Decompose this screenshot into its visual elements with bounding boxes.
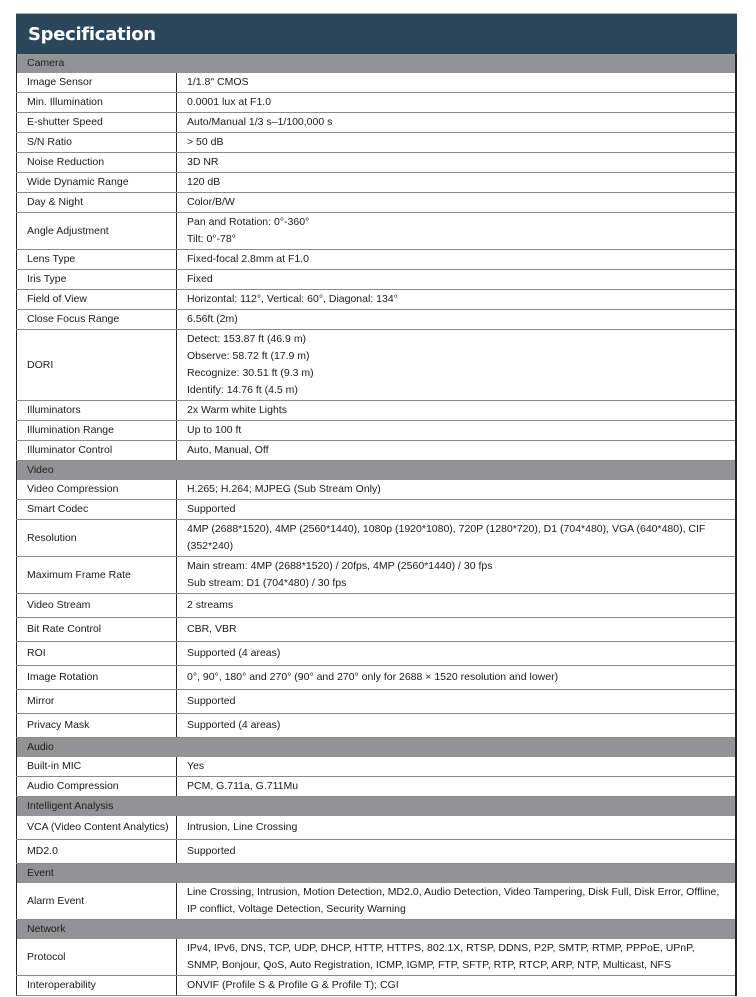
spec-value-line: CBR, VBR xyxy=(187,623,237,635)
spec-row xyxy=(17,500,737,520)
spec-value xyxy=(177,757,737,777)
spec-row xyxy=(17,113,737,133)
spec-label: E-shutter Speed xyxy=(17,113,177,133)
section-title: Intelligent Analysis xyxy=(17,797,737,817)
spec-value xyxy=(177,883,737,920)
spec-row xyxy=(17,480,737,500)
spec-value xyxy=(177,310,737,330)
spec-row xyxy=(17,757,737,777)
spec-value xyxy=(177,193,737,213)
spec-row xyxy=(17,714,737,738)
spec-value xyxy=(177,594,737,618)
spec-value xyxy=(177,213,737,250)
spec-value-line: Tilt: 0°-78° xyxy=(187,233,236,245)
spec-value xyxy=(177,93,737,113)
spec-value xyxy=(177,557,737,594)
spec-value-line: ONVIF (Profile S & Profile G & Profile T); CGI xyxy=(187,979,399,991)
spec-value xyxy=(177,153,737,173)
section-title: Event xyxy=(17,864,737,884)
spec-value-line: 1/1.8" CMOS xyxy=(187,76,249,88)
spec-value xyxy=(177,642,737,666)
spec-value-line: Color/B/W xyxy=(187,196,235,208)
spec-label: Min. Illumination xyxy=(17,93,177,113)
spec-value-line: Supported (4 areas) xyxy=(187,647,281,659)
spec-value-line: Horizontal: 112°, Vertical: 60°, Diagonal: 134° xyxy=(187,293,398,305)
spec-row xyxy=(17,193,737,213)
spec-label: Audio Compression xyxy=(17,777,177,797)
spec-value-line: PCM, G.711a, G.711Mu xyxy=(187,780,299,792)
spec-label: Field of View xyxy=(17,290,177,310)
spec-row xyxy=(17,690,737,714)
spec-label: Angle Adjustment xyxy=(17,213,177,250)
spec-value-line: IPv4, IPv6, DNS, TCP, UDP, DHCP, HTTP, HTTPS, 802.1X, RTSP, DDNS, P2P, SMTP, RTMP, PPPoE, UPnP, SNMP, Bonjour, QoS, Auto Registration, ICMP, IGMP, FTP, SFTP, RTP, RTCP, ARP, NTP, Multicast, NFS xyxy=(187,942,695,971)
spec-value-line: 2 streams xyxy=(187,599,234,611)
spec-row xyxy=(17,93,737,113)
spec-value-line: Main stream: 4MP (2688*1520) / 20fps, 4MP (2560*1440) / 30 fps xyxy=(187,560,493,572)
spec-value-line: 6.56ft (2m) xyxy=(187,313,238,325)
spec-row xyxy=(17,173,737,193)
spec-row xyxy=(17,840,737,864)
spec-label: Alarm Event xyxy=(17,883,177,920)
spec-value xyxy=(177,777,737,797)
spec-label: Noise Reduction xyxy=(17,153,177,173)
spec-row xyxy=(17,883,737,920)
spec-row xyxy=(17,290,737,310)
section-title: Camera xyxy=(17,54,737,73)
spec-table xyxy=(16,54,737,996)
spec-value-line: H.265; H.264; MJPEG (Sub Stream Only) xyxy=(187,483,381,495)
spec-value xyxy=(177,401,737,421)
spec-label: Close Focus Range xyxy=(17,310,177,330)
spec-label: Mirror xyxy=(17,690,177,714)
spec-value xyxy=(177,714,737,738)
spec-value-line: Auto, Manual, Off xyxy=(187,444,269,456)
spec-value-line: Recognize: 30.51 ft (9.3 m) xyxy=(187,367,314,379)
spec-value xyxy=(177,73,737,93)
spec-value-line: Yes xyxy=(187,760,205,772)
spec-value-line: 120 dB xyxy=(187,176,221,188)
spec-row xyxy=(17,213,737,250)
spec-row xyxy=(17,976,737,996)
spec-value xyxy=(177,270,737,290)
spec-label: Image Rotation xyxy=(17,666,177,690)
section-header-camera xyxy=(17,54,737,73)
spec-value xyxy=(177,113,737,133)
spec-value-line: Auto/Manual 1/3 s–1/100,000 s xyxy=(187,116,333,128)
spec-row xyxy=(17,401,737,421)
spec-row xyxy=(17,133,737,153)
spec-label: Video Compression xyxy=(17,480,177,500)
spec-value xyxy=(177,939,737,976)
spec-value-line: 0°, 90°, 180° and 270° (90° and 270° only for 2688 × 1520 resolution and lower) xyxy=(187,671,559,683)
spec-row xyxy=(17,330,737,401)
spec-label: Privacy Mask xyxy=(17,714,177,738)
spec-value-line: Observe: 58.72 ft (17.9 m) xyxy=(187,350,310,362)
section-header-event xyxy=(17,864,737,884)
spec-value-line: 0.0001 lux at F1.0 xyxy=(187,96,272,108)
spec-value xyxy=(177,840,737,864)
section-header-audio xyxy=(17,738,737,758)
spec-value xyxy=(177,250,737,270)
spec-label: Wide Dynamic Range xyxy=(17,173,177,193)
spec-value xyxy=(177,520,737,557)
spec-label: VCA (Video Content Analytics) xyxy=(17,816,177,840)
spec-label: Smart Codec xyxy=(17,500,177,520)
spec-value-line: Supported (4 areas) xyxy=(187,719,281,731)
spec-value-line: Pan and Rotation: 0°-360° xyxy=(187,216,310,228)
spec-value xyxy=(177,976,737,996)
spec-value xyxy=(177,816,737,840)
spec-row xyxy=(17,421,737,441)
spec-value-line: Detect: 153.87 ft (46.9 m) xyxy=(187,333,307,345)
spec-row xyxy=(17,270,737,290)
section-title: Audio xyxy=(17,738,737,758)
spec-row xyxy=(17,557,737,594)
page-title: Specification xyxy=(28,23,156,45)
spec-value-line: Sub stream: D1 (704*480) / 30 fps xyxy=(187,577,347,589)
spec-row xyxy=(17,520,737,557)
spec-value-line: Supported xyxy=(187,845,236,857)
spec-label: Illuminator Control xyxy=(17,441,177,461)
spec-row xyxy=(17,310,737,330)
spec-label: Illumination Range xyxy=(17,421,177,441)
spec-row xyxy=(17,642,737,666)
spec-label: Video Stream xyxy=(17,594,177,618)
section-title: Network xyxy=(17,920,737,940)
section-header-network xyxy=(17,920,737,940)
spec-value xyxy=(177,330,737,401)
spec-label: Built-in MIC xyxy=(17,757,177,777)
spec-label: Maximum Frame Rate xyxy=(17,557,177,594)
spec-row xyxy=(17,594,737,618)
spec-value xyxy=(177,290,737,310)
section-title: Video xyxy=(17,461,737,481)
spec-row xyxy=(17,816,737,840)
spec-label: Protocol xyxy=(17,939,177,976)
spec-value-line: Identify: 14.76 ft (4.5 m) xyxy=(187,384,298,396)
spec-row xyxy=(17,666,737,690)
spec-row xyxy=(17,153,737,173)
spec-value-line: 2x Warm white Lights xyxy=(187,404,287,416)
spec-label: Illuminators xyxy=(17,401,177,421)
spec-value xyxy=(177,421,737,441)
spec-value-line: Supported xyxy=(187,503,236,515)
spec-label: Lens Type xyxy=(17,250,177,270)
spec-value-line: Intrusion, Line Crossing xyxy=(187,821,298,833)
spec-row xyxy=(17,250,737,270)
spec-label: Resolution xyxy=(17,520,177,557)
spec-label: Iris Type xyxy=(17,270,177,290)
spec-row xyxy=(17,939,737,976)
spec-value xyxy=(177,500,737,520)
spec-value-line: Up to 100 ft xyxy=(187,424,242,436)
spec-label: S/N Ratio xyxy=(17,133,177,153)
spec-value-line: > 50 dB xyxy=(187,136,224,148)
spec-value xyxy=(177,133,737,153)
spec-label: DORI xyxy=(17,330,177,401)
section-header-video xyxy=(17,461,737,481)
spec-value xyxy=(177,666,737,690)
spec-label: Bit Rate Control xyxy=(17,618,177,642)
spec-value-line: Line Crossing, Intrusion, Motion Detection, MD2.0, Audio Detection, Video Tampering, Disk Full, Disk Error, Offline, IP conflict, Voltage Detection, Security Warning xyxy=(187,886,720,915)
spec-label: Interoperability xyxy=(17,976,177,996)
spec-value-line: Supported xyxy=(187,695,236,707)
spec-label: MD2.0 xyxy=(17,840,177,864)
spec-value xyxy=(177,690,737,714)
spec-value xyxy=(177,173,737,193)
spec-label: ROI xyxy=(17,642,177,666)
spec-value xyxy=(177,618,737,642)
spec-row xyxy=(17,73,737,93)
section-header-intelligent-analysis xyxy=(17,797,737,817)
spec-label: Image Sensor xyxy=(17,73,177,93)
spec-value-line: 4MP (2688*1520), 4MP (2560*1440), 1080p (1920*1080), 720P (1280*720), D1 (704*480), VGA (640*480), CIF (352*240) xyxy=(187,523,706,552)
spec-value-line: 3D NR xyxy=(187,156,219,168)
spec-row xyxy=(17,618,737,642)
specification-sheet xyxy=(16,13,737,996)
spec-value xyxy=(177,480,737,500)
spec-row xyxy=(17,777,737,797)
spec-label: Day & Night xyxy=(17,193,177,213)
spec-row xyxy=(17,441,737,461)
spec-value-line: Fixed-focal 2.8mm at F1.0 xyxy=(187,253,309,265)
spec-value-line: Fixed xyxy=(187,273,213,285)
title-bar xyxy=(16,13,737,54)
spec-value xyxy=(177,441,737,461)
